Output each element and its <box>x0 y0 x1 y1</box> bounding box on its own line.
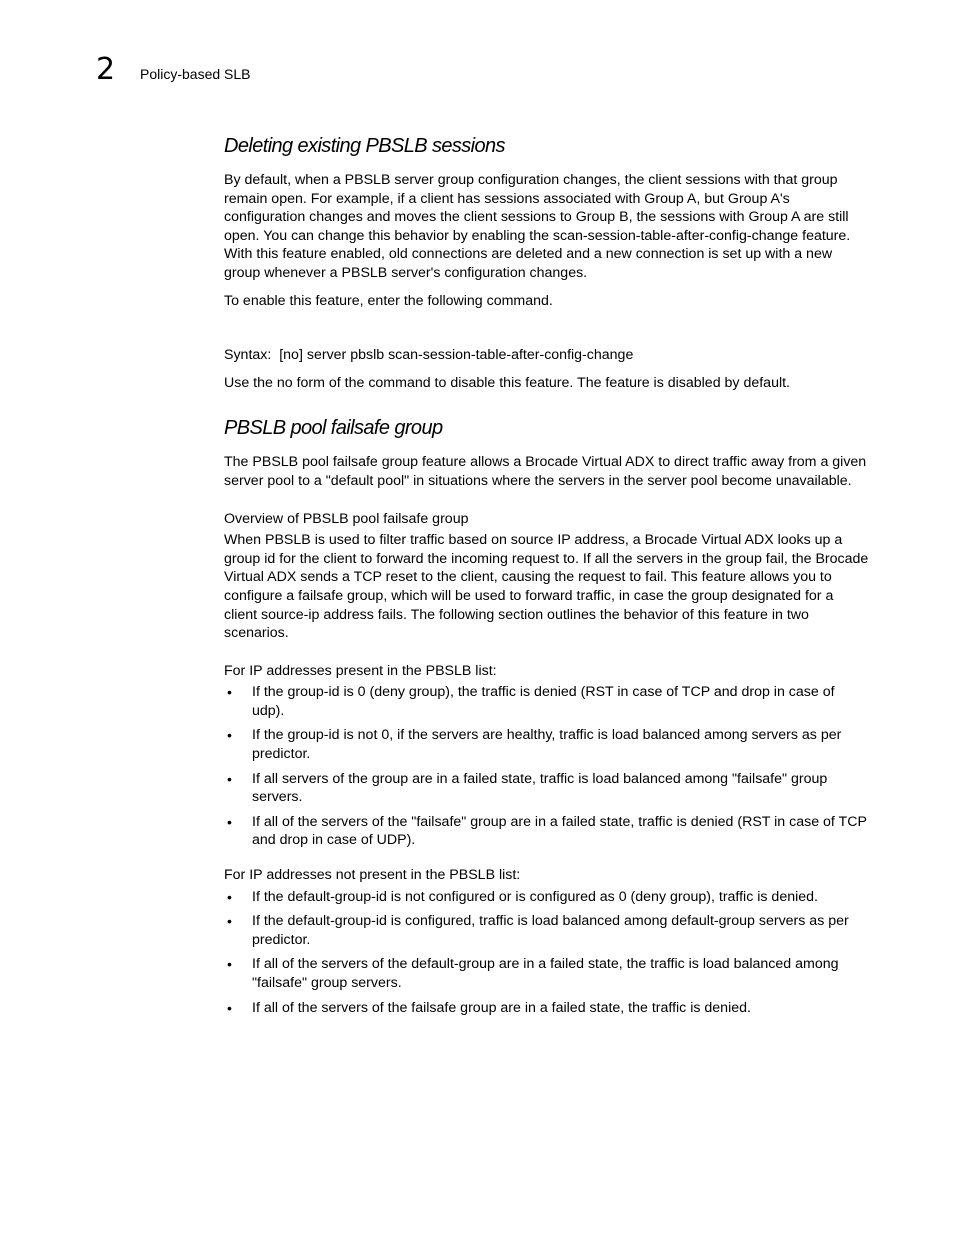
list-item <box>224 888 870 907</box>
chapter-number: 2 <box>96 52 116 87</box>
bullet-icon: • <box>227 999 232 1016</box>
paragraph-usage <box>224 374 870 393</box>
bullet-list-not-present <box>224 888 870 1018</box>
bullet-icon: • <box>227 913 232 930</box>
list-item-text: If all of the servers of the failsafe group are in a failed state, the traffic is denied. <box>252 999 751 1016</box>
paragraph-overview: When PBSLB is used to filter traffic based on source IP address, a Brocade Virtual ADX looks up a group id for the client to forward the incoming request to. If all the servers in the group fail, the Brocade Virtual ADX sends a TCP reset to the client, causing the request to fail. This feature allows you to configure a failsafe group, which will be used to forward traffic, in case the group designated for a client source-ip address fails. The following section outlines the behavior of this feature in two scenarios. <box>224 532 869 642</box>
bullet-icon: • <box>227 813 232 830</box>
list-item <box>224 726 870 763</box>
syntax-no-keyword: no <box>283 347 299 364</box>
list-item-text: If all of the servers of the "failsafe" group are in a failed state, traffic is denied (RST in case of TCP and drop in case of UDP). <box>252 813 867 849</box>
syntax-label: Syntax: <box>224 347 272 364</box>
list-item <box>224 770 870 807</box>
syntax-open-bracket: [ <box>279 347 284 364</box>
list-item <box>224 683 870 720</box>
subsection-gap <box>224 856 870 866</box>
list-item-text: If the default-group-id is configured, traffic is load balanced among default-group servers as per predictor. <box>252 913 849 948</box>
command-spacer <box>224 319 870 346</box>
subheading-not-present-list: For IP addresses not present in the PBSLB list: <box>224 867 521 884</box>
list-item-text: If the default-group-id is not configured or is configured as 0 (deny group), traffic is denied. <box>252 888 818 905</box>
list-item-text: If the group-id is not 0, if the servers are healthy, traffic is load balanced among servers as per predictor. <box>252 727 842 763</box>
section-heading-failsafe-group: PBSLB pool failsafe group <box>224 417 443 440</box>
subheading-present-list: For IP addresses present in the PBSLB list: <box>224 662 497 679</box>
usage-prefix: Use the <box>224 374 277 391</box>
syntax-command: server pbslb scan-session-table-after-config-change <box>306 347 634 364</box>
usage-suffix: form of the command to disable this feature. The feature is disabled by default. <box>292 374 790 391</box>
section-heading-deleting-sessions: Deleting existing PBSLB sessions <box>224 135 505 157</box>
page-content <box>224 134 870 1023</box>
list-item <box>224 999 870 1018</box>
bullet-icon: • <box>227 888 232 905</box>
syntax-close-bracket: ] <box>298 347 303 364</box>
section-gap <box>224 401 870 416</box>
bullet-list-present <box>224 683 870 850</box>
page-header <box>96 52 251 88</box>
bullet-icon: • <box>227 956 232 973</box>
paragraph-default-behavior: By default, when a PBSLB server group configuration changes, the client sessions with that group remain open. For example, if a client has sessions associated with Group A, but Group A's configuration changes and moves the client sessions to Group B, the sessions with Group A are still open. You can change this behavior by enabling the scan-session-table-after-config-change feature. With this feature enabled, old connections are deleted and a new connection is set up with a new group whenever a PBSLB server's configuration changes. <box>224 172 851 281</box>
syntax-line <box>224 346 870 365</box>
list-item <box>224 813 870 850</box>
bullet-icon: • <box>227 770 232 787</box>
list-item-text: If all of the servers of the default-group are in a failed state, the traffic is load balanced among "failsafe" group servers. <box>252 956 839 991</box>
subheading-overview: Overview of PBSLB pool failsafe group <box>224 510 469 527</box>
paragraph-enable-instruction: To enable this feature, enter the following command. <box>224 292 553 309</box>
subsection-gap <box>224 652 870 662</box>
chapter-title: Policy-based SLB <box>140 66 251 82</box>
usage-keyword: no <box>276 374 293 391</box>
list-item <box>224 955 870 992</box>
paragraph-failsafe-intro: The PBSLB pool failsafe group feature allows a Brocade Virtual ADX to direct traffic away from a given server pool to a "default pool" in situations where the servers in the server pool become unavailable. <box>224 454 867 489</box>
subsection-gap <box>224 500 870 510</box>
bullet-icon: • <box>227 684 232 701</box>
list-item-text: If the group-id is 0 (deny group), the traffic is denied (RST in case of TCP and drop in case of udp). <box>252 684 835 719</box>
bullet-icon: • <box>227 727 232 744</box>
list-item <box>224 912 870 949</box>
list-item-text: If all servers of the group are in a failed state, traffic is load balanced among "failsafe" group servers. <box>252 770 828 806</box>
